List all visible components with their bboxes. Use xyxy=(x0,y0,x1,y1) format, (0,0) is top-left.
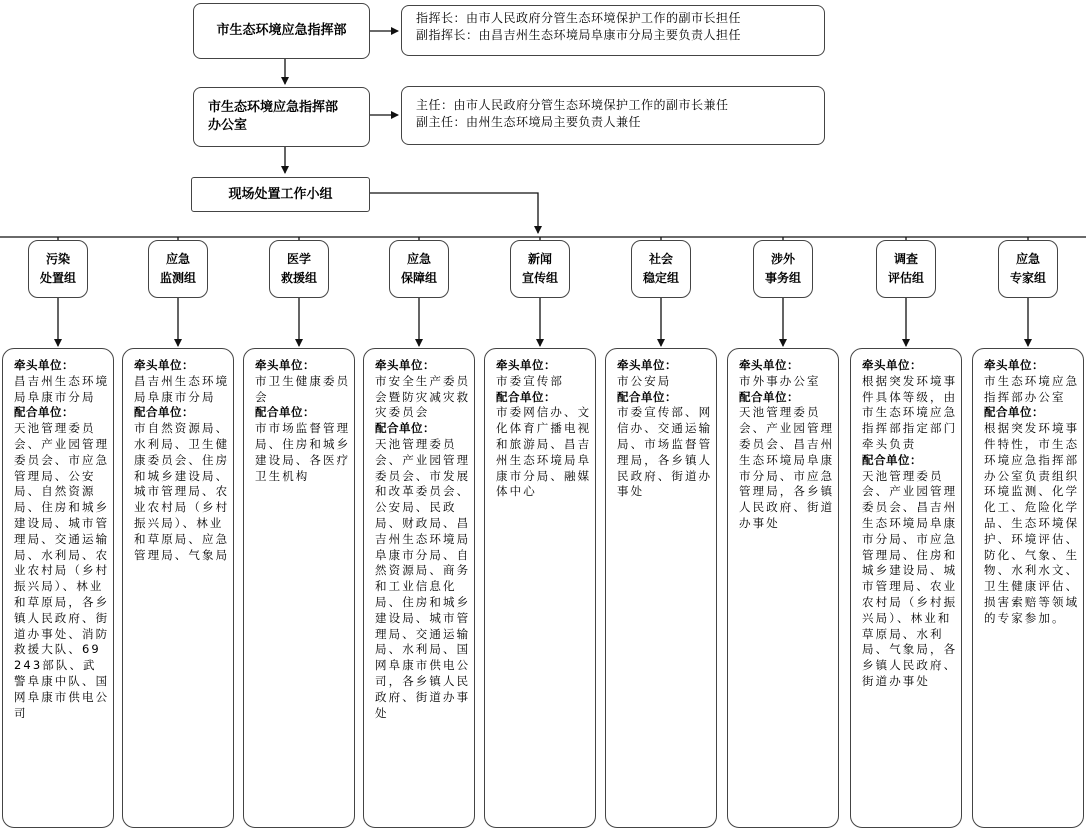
unit-box-pollution xyxy=(2,348,114,828)
group-box-pollution xyxy=(28,240,88,298)
lead-label: 牵头单位： xyxy=(862,358,922,372)
group-name-line1: 应急 xyxy=(165,252,190,266)
support-label: 配合单位： xyxy=(984,405,1044,420)
group-name-line2: 处置组 xyxy=(39,271,76,285)
office-title-line1: 市生态环境应急指挥部 xyxy=(208,100,339,115)
office-box xyxy=(193,87,370,147)
support-label: 配合单位： xyxy=(14,405,74,420)
group-name-line2: 评估组 xyxy=(887,271,924,285)
unit-box-publicity xyxy=(484,348,596,828)
lead-units: 市委宣传部 xyxy=(496,373,564,388)
group-name-line2: 事务组 xyxy=(764,271,801,285)
group-name-line1: 应急 xyxy=(1015,252,1040,266)
lead-units: 市公安局 xyxy=(617,373,672,388)
group-name-line1: 应急 xyxy=(406,252,431,266)
support-units: 市市场监督管理局、住房和城乡建设局、各医疗卫生机构 xyxy=(255,421,351,483)
group-name-line2: 专家组 xyxy=(1009,271,1046,285)
support-label: 配合单位： xyxy=(375,421,435,436)
arrow-onsite-to-bus xyxy=(370,193,538,233)
support-units: 市自然资源局、水利局、卫生健康委员会、住房和城乡建设局、城市管理局、农业农村局（乡村振兴局）、林业和草原局、应急管理局、气象局 xyxy=(134,421,230,562)
support-label: 配合单位： xyxy=(862,452,922,467)
group-name-line2: 救援组 xyxy=(280,271,317,285)
unit-box-stability xyxy=(605,348,717,828)
lead-units: 市生态环境应急指挥部办公室 xyxy=(984,373,1080,404)
deputy-commander-text: 副指挥长：由昌吉州生态环境局阜康市分局主要负责人担任 xyxy=(416,28,742,42)
group-name-line2: 稳定组 xyxy=(642,271,679,285)
command-title: 市生态环境应急指挥部 xyxy=(216,23,347,38)
lead-label: 牵头单位： xyxy=(255,358,315,372)
lead-units: 昌吉州生态环境局阜康市分局 xyxy=(14,373,110,404)
lead-label: 牵头单位： xyxy=(617,358,677,372)
unit-box-medical xyxy=(243,348,355,828)
unit-box-support xyxy=(363,348,475,828)
support-label: 配合单位： xyxy=(617,389,677,404)
support-units: 天池管理委员会、产业园管理委员会、市应急管理局、公安局、自然资源局、住房和城乡建设局、城市管理局、交通运输局、水利局、农业农村局（乡村振兴局）、林业和草原局，各乡镇人民政府、街道办事处、消防救援大队、69243部队、武警阜康中队、国网阜康市供电公司 xyxy=(14,421,110,720)
lead-units: 根据突发环境事件具体等级，由市生态环境应急指挥部指定部门牵头负责 xyxy=(862,373,958,451)
group-name-line1: 医学 xyxy=(286,252,311,266)
group-name-line1: 社会 xyxy=(648,252,673,266)
support-label: 配合单位： xyxy=(255,405,315,420)
support-units: 天池管理委员会、产业园管理委员会、市发展和改革委员会、公安局、民政局、财政局、昌吉州生态环境局阜康市分局、自然资源局、商务和工业信息化局、住房和城乡建设局、城市管理局、交通运输局、水利局、国网阜康市供电公司，各乡镇人民政府、街道办事处 xyxy=(375,436,471,720)
group-box-monitoring xyxy=(148,240,208,298)
group-name-line1: 涉外 xyxy=(770,252,795,266)
lead-label: 牵头单位： xyxy=(739,358,799,372)
support-units: 天池管理委员会、产业园管理委员会、昌吉州生态环境局阜康市分局、市应急管理局、住房和城乡建设局、城市管理局、农业农村局（乡村振兴局）、林业和草原局、水利局、气象局，各乡镇人民政府、街道办事处 xyxy=(862,468,958,688)
commander-text: 指挥长：由市人民政府分管生态环境保护工作的副市长担任 xyxy=(416,11,742,25)
command-box xyxy=(193,3,370,59)
onsite-group-box xyxy=(191,177,370,212)
group-box-stability xyxy=(631,240,691,298)
office-directors-box xyxy=(401,86,825,145)
deputy-director-text: 副主任：由州生态环境局主要负责人兼任 xyxy=(416,115,642,129)
lead-units: 市安全生产委员会暨防灾减灾救灾委员会 xyxy=(375,373,471,420)
lead-label: 牵头单位： xyxy=(14,358,74,372)
support-units: 天池管理委员会、产业园管理委员会、昌吉州生态环境局阜康市分局、市应急管理局，各乡镇人民政府、街道办事处 xyxy=(739,405,835,530)
lead-units: 昌吉州生态环境局阜康市分局 xyxy=(134,373,230,404)
group-box-foreign xyxy=(753,240,813,298)
group-box-expert xyxy=(998,240,1058,298)
group-box-medical xyxy=(269,240,329,298)
support-units: 市委网信办、文化体育广播电视和旅游局、昌吉州生态环境局阜康市分局、融媒体中心 xyxy=(496,405,592,499)
support-units: 根据突发环境事件特性，市生态环境应急指挥部办公室负责组织环境监测、化学化工、危险化学品、生态环境保护、环境评估、防化、气象、生物、水利水文、卫生健康评估、损害索赔等领域的专家参加。 xyxy=(984,421,1080,625)
lead-label: 牵头单位： xyxy=(984,358,1044,372)
lead-units: 市卫生健康委员会 xyxy=(255,373,351,404)
unit-box-investigation xyxy=(850,348,962,828)
onsite-group-title: 现场处置工作小组 xyxy=(228,186,333,202)
unit-box-expert xyxy=(972,348,1084,828)
office-title-line2: 办公室 xyxy=(208,118,248,133)
group-box-support xyxy=(389,240,449,298)
lead-label: 牵头单位： xyxy=(496,358,556,372)
group-name-line2: 保障组 xyxy=(400,271,437,285)
group-name-line1: 调查 xyxy=(893,252,918,266)
unit-box-foreign xyxy=(727,348,839,828)
support-units: 市委宣传部、网信办、交通运输局、市场监督管理局，各乡镇人民政府、街道办事处 xyxy=(617,405,713,499)
support-label: 配合单位： xyxy=(496,389,556,404)
group-box-investigation xyxy=(876,240,936,298)
group-name-line1: 污染 xyxy=(45,252,70,266)
director-text: 主任：由市人民政府分管生态环境保护工作的副市长兼任 xyxy=(416,98,729,112)
lead-label: 牵头单位： xyxy=(375,358,435,372)
group-name-line1: 新闻 xyxy=(527,252,552,266)
group-box-publicity xyxy=(510,240,570,298)
group-name-line2: 监测组 xyxy=(159,271,196,285)
support-label: 配合单位： xyxy=(134,405,194,420)
unit-box-monitoring xyxy=(122,348,234,828)
support-label: 配合单位： xyxy=(739,389,799,404)
lead-label: 牵头单位： xyxy=(134,358,194,372)
command-leaders-box xyxy=(401,5,825,56)
lead-units: 市外事办公室 xyxy=(739,373,821,388)
group-name-line2: 宣传组 xyxy=(521,271,558,285)
